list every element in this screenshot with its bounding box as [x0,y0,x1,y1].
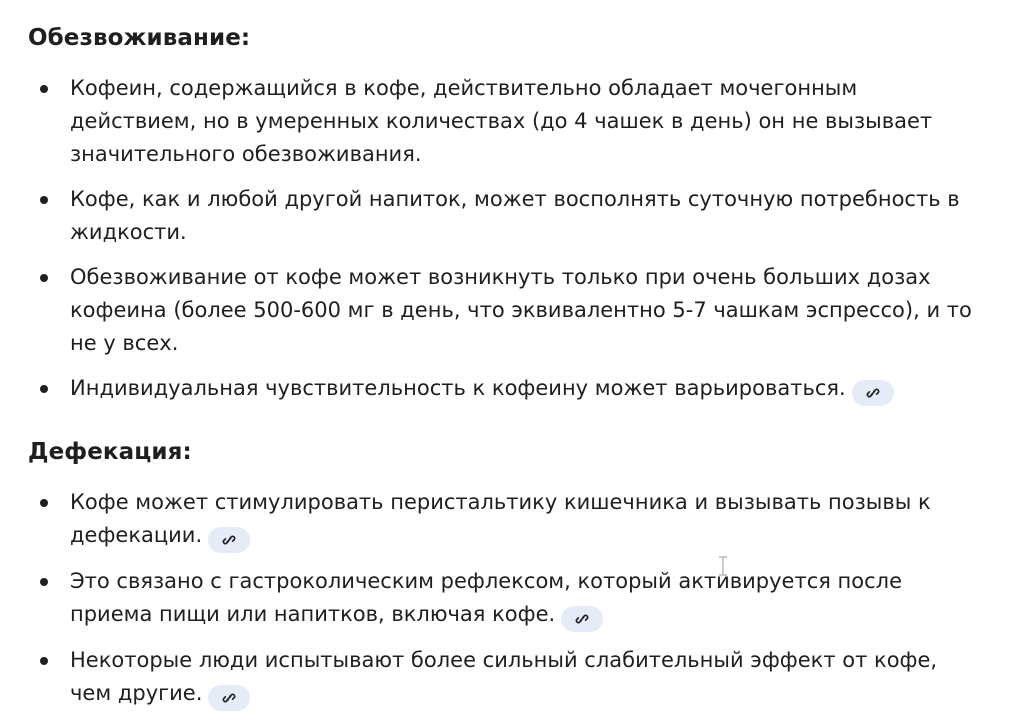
list-item-text: Индивидуальная чувствительность к кофеину может варьироваться. [70,376,846,400]
list-item [28,565,975,632]
list-item [28,486,975,553]
response-content [28,0,988,723]
source-link-chip[interactable] [208,527,250,553]
list-item [28,183,975,249]
text-cursor-icon [716,556,730,576]
bullet-list-dehydration [28,72,988,406]
bullet-list-defecation [28,486,988,711]
link-icon [222,691,236,705]
source-link-chip[interactable] [208,685,250,711]
section-heading-dehydration: Обезвоживание: [28,25,251,51]
link-icon [866,386,880,400]
bullet-dot [40,196,48,204]
list-item [28,261,975,360]
source-link-chip[interactable] [561,606,603,632]
bullet-dot [40,499,48,507]
list-item-text: Кофе, как и любой другой напиток, может восполнять суточную потребность в жидкости. [70,187,960,244]
list-item [28,644,975,711]
bullet-dot [40,657,48,665]
bullet-dot [40,274,48,282]
list-item-text: Кофеин, содержащийся в кофе, действительно обладает мочегонным действием, но в умеренных количествах (до 4 чашек в день) он не вызывает значительного обезвоживания. [70,76,933,166]
source-link-chip[interactable] [852,380,894,406]
list-item-text: Это связано с гастроколическим рефлексом, который активируется после приема пищи или напитков, включая кофе. [70,569,903,626]
list-item-text: Кофе может стимулировать перистальтику кишечника и вызывать позывы к дефекации. [70,490,931,547]
bullet-dot [40,578,48,586]
list-item-text: Некоторые люди испытывают более сильный слабительный эффект от кофе, чем другие. [70,648,938,705]
list-item-text: Обезвоживание от кофе может возникнуть только при очень больших дозах кофеина (более 500-600 мг в день, что эквивалентно 5-7 чашкам эспрессо), и то не у всех. [70,265,972,355]
link-icon [575,612,589,626]
bullet-dot [40,385,48,393]
section-heading-defecation: Дефекация: [28,439,192,465]
bullet-dot [40,85,48,93]
list-item [28,72,975,171]
list-item [28,372,975,406]
link-icon [222,533,236,547]
